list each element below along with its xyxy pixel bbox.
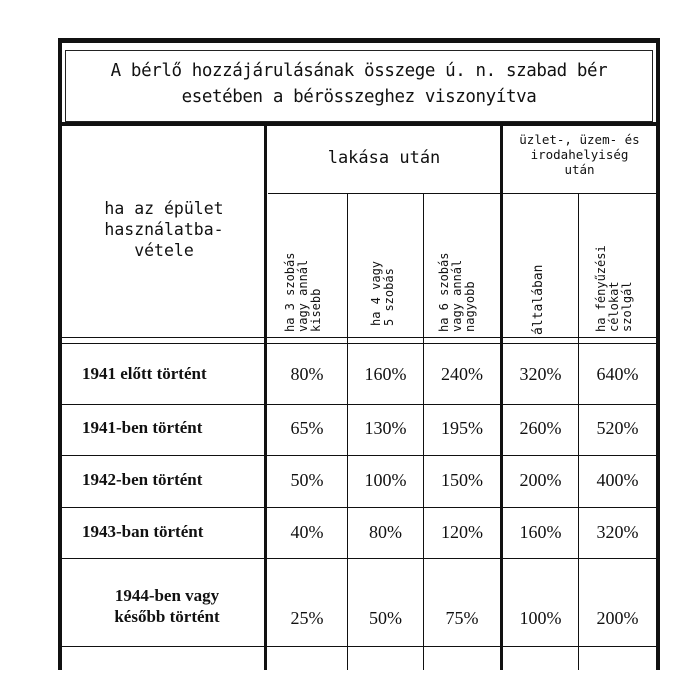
title-line-1: A bérlő hozzájárulásának összege ú. n. szabad bér — [110, 61, 608, 81]
header-bottom-rule-1 — [62, 337, 656, 338]
group-header-uzlet — [503, 132, 656, 177]
row-label-1941: 1941-ben történt — [82, 418, 203, 437]
column-header-4-line-1: általában — [531, 264, 546, 335]
column-header-5-line-2: célokat — [607, 281, 621, 332]
table-cell: 40% — [290, 522, 324, 542]
table-cell: 260% — [519, 418, 562, 438]
column-header-1-line-3: kisebb — [309, 288, 323, 332]
table-cell: 200% — [596, 608, 639, 628]
column-header-1-line-1: ha 3 szobás — [283, 252, 297, 332]
row-label-1944-line-1: 1944-ben vagy — [114, 586, 220, 605]
table-cell: 75% — [445, 608, 479, 628]
table-cell: 400% — [596, 470, 639, 490]
column-header-5-line-1: ha fényűzési — [594, 245, 608, 332]
table-cell: 100% — [519, 608, 562, 628]
table-cell: 50% — [290, 470, 324, 490]
table-cell: 320% — [596, 522, 639, 542]
table-cell: 50% — [369, 608, 402, 628]
header-top-rule — [62, 122, 656, 126]
stub-header-line-2: használatba- — [104, 220, 224, 239]
table-cell: 160% — [364, 364, 407, 384]
table-cell: 200% — [519, 470, 562, 490]
table-cell: 100% — [364, 470, 407, 490]
table-title — [66, 58, 652, 110]
column-header-3-line-3: nagyobb — [463, 281, 477, 332]
table-cell: 320% — [519, 364, 562, 384]
row-label-1942: 1942-ben történt — [82, 470, 203, 489]
column-header-2-line-2: 5 szobás — [382, 268, 396, 326]
row-label-1944-line-2: később történt — [114, 607, 220, 626]
column-header-4 — [532, 205, 548, 335]
row-rule-2 — [62, 455, 656, 456]
table-cell: 80% — [290, 364, 324, 384]
table-cell: 240% — [441, 364, 483, 384]
group-uzlet-line-2: irodahelyiség — [530, 147, 629, 162]
table-cell: 195% — [441, 418, 483, 438]
stub-header-line-3: vétele — [134, 241, 194, 260]
column-header-3-line-2: vagy annál — [450, 259, 464, 332]
stub-header — [66, 198, 262, 261]
row-label-1941-elott: 1941 előtt történt — [82, 364, 207, 383]
row-label-1944 — [82, 585, 252, 627]
row-rule-5 — [62, 646, 656, 647]
row-rule-1 — [62, 404, 656, 405]
column-header-5 — [595, 202, 641, 332]
table-cell: 150% — [441, 470, 483, 490]
table-cell: 130% — [364, 418, 407, 438]
group-header-lakas: lakása után — [327, 148, 441, 168]
column-header-3 — [438, 202, 484, 332]
table-cell: 160% — [519, 522, 562, 542]
column-header-1-line-2: vagy annál — [296, 259, 310, 332]
column-header-1 — [284, 202, 330, 332]
header-bottom-rule-2 — [62, 343, 656, 344]
row-label-1943: 1943-ban történt — [82, 522, 204, 541]
row-rule-3 — [62, 507, 656, 508]
table-cell: 120% — [441, 522, 483, 542]
group-rule — [500, 124, 503, 670]
column-header-3-line-1: ha 6 szobás — [437, 252, 451, 332]
stub-header-line-1: ha az épület — [104, 199, 224, 218]
group-uzlet-rule — [502, 193, 656, 194]
column-header-5-line-3: szolgál — [620, 281, 634, 332]
title-line-2: esetében a bérösszeghez viszonyítva — [181, 87, 537, 107]
table-cell: 640% — [596, 364, 639, 384]
row-rule-4 — [62, 558, 656, 559]
group-uzlet-line-3: után — [564, 162, 595, 177]
group-lakas-rule — [268, 193, 500, 194]
table-cell: 65% — [290, 418, 324, 438]
column-header-2-line-1: ha 4 vagy — [369, 260, 383, 326]
table-cell: 80% — [369, 522, 402, 542]
group-uzlet-line-1: üzlet-, üzem- és — [519, 132, 640, 147]
stub-rule — [264, 124, 267, 670]
table-cell: 520% — [596, 418, 639, 438]
table-cell: 25% — [290, 608, 324, 628]
column-header-2 — [370, 196, 404, 326]
